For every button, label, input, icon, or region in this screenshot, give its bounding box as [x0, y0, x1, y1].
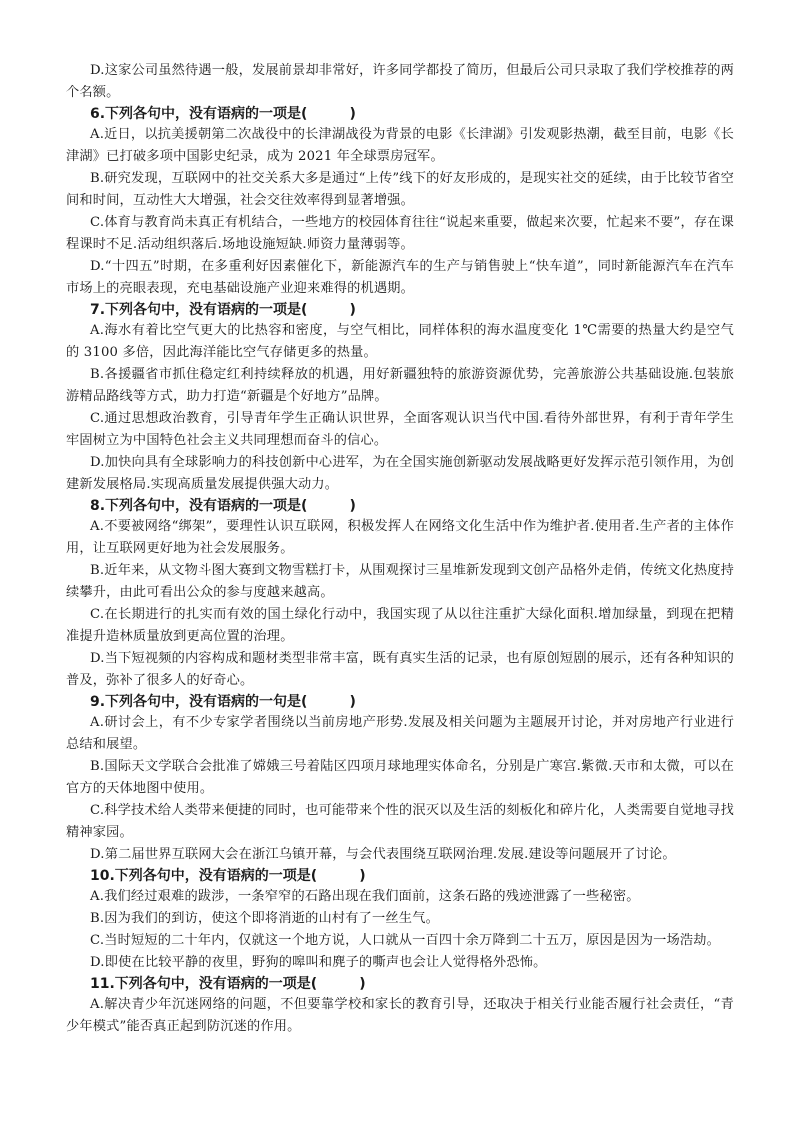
option-b: B.国际天文学联合会批准了嫦娥三号着陆区四项月球地理实体命名，分别是广寒宫.紫微.天市和太微，可以在官方的天体地图中使用。 [66, 759, 734, 796]
option-text: D.这家公司虽然待遇一般，发展前景却非常好，许多同学都投了简历，但最后公司只录取了我们学校推荐的两个名额。 [66, 63, 734, 100]
option-a: A.海水有着比空气更大的比热容和密度，与空气相比，同样体积的海水温度变化 1℃需要的热量大约是空气的 3100 多倍，因此海洋能比空气存储更多的热量。 [66, 323, 734, 360]
option-d: D.加快向具有全球影响力的科技创新中心进军，为在全国实施创新驱动发展战略更好发挥示范引领作用，为创建新发展格局.实现高质量发展提供强大动力。 [66, 455, 734, 492]
document-page [66, 60, 734, 1038]
option-b: B.因为我们的到访，使这个即将消逝的山村有了一丝生气。 [90, 911, 439, 926]
option-a: A.解决青少年沉迷网络的问题，不但要靠学校和家长的教育引导，还取决于相关行业能否履行社会责任，“青少年模式”能否真正起到防沉迷的作用。 [66, 997, 734, 1034]
question-title: 9.下列各句中，没有语病的一句是( ) [90, 694, 356, 710]
option-a: A.我们经过艰难的跋涉，一条窄窄的石路出现在我们面前，这条石路的残迹泄露了一些秘密。 [90, 889, 640, 904]
option-d: D.“十四五”时期，在多重利好因素催化下，新能源汽车的生产与销售驶上“快车道”，同时新能源汽车在汽车市场上的亮眼表现，充电基础设施产业迎来难得的机遇期。 [66, 259, 734, 296]
option-c: C.体育与教育尚未真正有机结合，一些地方的校园体育往往“说起来重要，做起来次要，忙起来不要”，存在课程课时不足.活动组织落后.场地设施短缺.师资力量薄弱等。 [66, 215, 734, 252]
question-11 [66, 974, 734, 1038]
option-d: D.当下短视频的内容构成和题材类型非常丰富，既有真实生活的记录，也有原创短剧的展示，还有各种知识的普及，弥补了很多人的好奇心。 [66, 651, 734, 688]
question-6 [66, 104, 734, 300]
question-title: 11.下列各句中，没有语病的一项是( ) [90, 976, 366, 992]
option-d: D.第二届世界互联网大会在浙江乌镇开幕，与会代表围绕互联网治理.发展.建设等问题展开了讨论。 [90, 847, 676, 862]
top-continuation [66, 60, 734, 104]
option-a: A.研讨会上，有不少专家学者围绕以当前房地产形势.发展及相关问题为主题展开讨论，并对房地产行业进行总结和展望。 [66, 715, 734, 752]
option-d: D.即使在比较平静的夜里，野狗的嗥叫和麂子的嘶声也会让人觉得格外恐怖。 [90, 955, 547, 970]
question-title: 10.下列各句中，没有语病的一项是( ) [90, 868, 366, 884]
option-a: A.不要被网络“绑架”，要理性认识互联网，积极发挥人在网络文化生活中作为维护者.使用者.生产者的主体作用，让互联网更好地为社会发展服务。 [66, 519, 734, 556]
question-9 [66, 692, 734, 866]
option-c: C.在长期进行的扎实而有效的国土绿化行动中，我国实现了从以往注重扩大绿化面积.增加绿量，到现在把精准提升造林质量放到更高位置的治理。 [66, 607, 734, 644]
option-b: B.近年来，从文物斗图大赛到文物雪糕打卡，从围观探讨三星堆新发现到文创产品格外走俏，传统文化热度持续攀升，由此可看出公众的参与度越来越高。 [66, 563, 734, 600]
question-title: 8.下列各句中，没有语病的一项是( ) [90, 498, 356, 514]
option-b: B.研究发现，互联网中的社交关系大多是通过“上传”线下的好友形成的，是现实社交的延续，由于比较节省空间和时间，互动性大大增强，社会交往效率得到显著增强。 [66, 171, 734, 208]
option-c: C.通过思想政治教育，引导青年学生正确认识世界，全面客观认识当代中国.看待外部世界，有利于青年学生牢固树立为中国特色社会主义共同理想而奋斗的信心。 [66, 411, 734, 448]
option-c: C.科学技术给人类带来便捷的同时，也可能带来个性的泯灭以及生活的刻板化和碎片化，人类需要自觉地寻找精神家园。 [66, 803, 734, 840]
question-10 [66, 866, 734, 974]
question-title: 7.下列各句中，没有语病的一项是( ) [90, 302, 356, 318]
question-7 [66, 300, 734, 496]
question-title: 6.下列各句中，没有语病的一项是( ) [90, 106, 356, 122]
option-b: B.各援疆省市抓住稳定红利持续释放的机遇，用好新疆独特的旅游资源优势，完善旅游公共基础设施.包装旅游精品路线等方式，助力打造“新疆是个好地方”品牌。 [66, 367, 734, 404]
question-8 [66, 496, 734, 692]
option-a: A.近日，以抗美援朝第二次战役中的长津湖战役为背景的电影《长津湖》引发观影热潮，截至目前，电影《长津湖》已打破多项中国影史纪录，成为 2021 年全球票房冠军。 [66, 127, 734, 164]
option-c: C.当时短短的二十年内，仅就这一个地方说，人口就从一百四十余万降到二十五万，原因是因为一场浩劫。 [90, 933, 721, 948]
